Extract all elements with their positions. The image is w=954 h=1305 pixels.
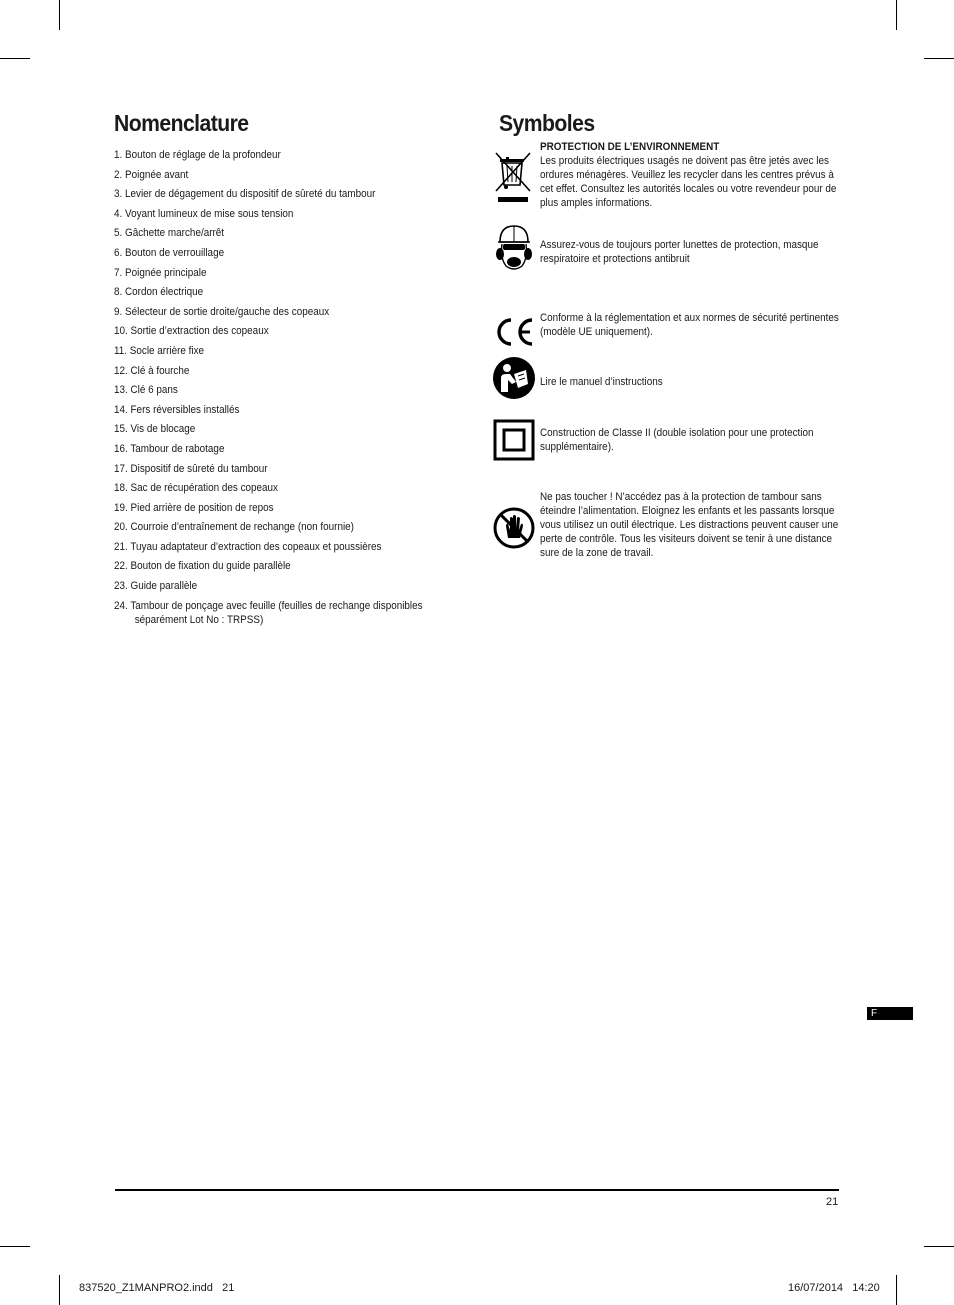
- slug-date: 16/07/2014 14:20: [788, 1282, 880, 1294]
- list-item: 13. Clé 6 pans: [114, 384, 178, 397]
- list-item: 5. Gâchette marche/arrêt: [114, 227, 225, 240]
- list-item: 7. Poignée principale: [114, 266, 207, 279]
- read-manual-icon: [492, 356, 536, 400]
- list-item-text: 24. Tambour de ponçage avec feuille (feuilles de rechange disponibles: [114, 599, 423, 612]
- crop-mark: [59, 0, 60, 30]
- no-touch-text: Ne pas toucher ! N’accédez pas à la protection de tambour sans éteindre l’alimentation. Eloignez les enfants et les passants lorsque vous utilisez un outil électrique. Les distractions peuvent causer une perte de contrôle. Tous les visiteurs doivent se tenir à une distance sure de la zone de travail.: [540, 491, 839, 559]
- slug-file-name: 837520_Z1MANPRO2.indd 21: [79, 1282, 235, 1294]
- class2-text: Construction de Classe II (double isolation pour une protection supplémentaire).: [540, 427, 814, 453]
- list-item: 2. Poignée avant: [114, 168, 189, 181]
- crop-mark: [896, 0, 897, 30]
- class-ii-double-insulation-icon: [492, 418, 536, 462]
- list-item: 8. Cordon électrique: [114, 286, 204, 299]
- crop-mark: [0, 1246, 30, 1247]
- nomenclature-title: Nomenclature: [114, 110, 249, 136]
- crop-mark: [924, 1246, 954, 1247]
- list-item: 19. Pied arrière de position de repos: [114, 501, 274, 514]
- symbols-title: Symboles: [499, 110, 595, 136]
- list-item-continuation: séparément Lot No : TRPSS): [134, 613, 264, 626]
- ce-mark-icon: [492, 310, 536, 354]
- list-item: 3. Levier de dégagement du dispositif de sûreté du tambour: [114, 188, 376, 201]
- list-item: 15. Vis de blocage: [114, 423, 196, 436]
- protective-equipment-head-icon: [492, 222, 536, 266]
- list-item: 11. Socle arrière fixe: [114, 344, 205, 357]
- list-item: 14. Fers réversibles installés: [114, 403, 240, 416]
- list-item: 1. Bouton de réglage de la profondeur: [114, 149, 281, 161]
- environment-text: Les produits électriques usagés ne doivent pas être jetés avec les ordures ménagères. Veuillez les recycler dans les centres prévus à cet effet. Consultez les autorités locales ou votre revendeur pour de plus amples informations.: [540, 155, 837, 209]
- list-item: 10. Sortie d’extraction des copeaux: [114, 325, 269, 338]
- list-item: 18. Sac de récupération des copeaux: [114, 482, 279, 495]
- list-item: 16. Tambour de rabotage: [114, 442, 225, 455]
- list-item: 9. Sélecteur de sortie droite/gauche des copeaux: [114, 305, 330, 318]
- manual-text: Lire le manuel d’instructions: [540, 376, 663, 388]
- list-item: 12. Clé à fourche: [114, 364, 190, 377]
- environment-heading: PROTECTION DE L’ENVIRONNEMENT: [540, 141, 720, 153]
- do-not-touch-hand-icon: [492, 506, 536, 550]
- crop-mark: [924, 58, 954, 59]
- list-item: 22. Bouton de fixation du guide parallèle: [114, 560, 291, 573]
- crop-mark: [0, 58, 30, 59]
- list-item: 20. Courroie d’entraînement de rechange (non fournie): [114, 521, 354, 534]
- nomenclature-list: [114, 148, 454, 627]
- list-item: 23. Guide parallèle: [114, 580, 198, 593]
- language-tab: F: [867, 1007, 913, 1020]
- footer-rule: [115, 1189, 839, 1191]
- list-item: [114, 599, 456, 627]
- list-item: 4. Voyant lumineux de mise sous tension: [114, 207, 294, 220]
- list-item: 6. Bouton de verrouillage: [114, 246, 225, 259]
- ppe-text: Assurez-vous de toujours porter lunettes de protection, masque respiratoire et protections antibruit: [540, 239, 819, 265]
- crop-mark: [896, 1275, 897, 1305]
- crossed-out-wheelie-bin-icon: [492, 148, 536, 192]
- page-number: 21: [826, 1196, 839, 1208]
- crop-mark: [59, 1275, 60, 1305]
- list-item: 17. Dispositif de sûreté du tambour: [114, 462, 268, 475]
- list-item: 21. Tuyau adaptateur d’extraction des copeaux et poussières: [114, 540, 382, 553]
- ce-text: Conforme à la réglementation et aux normes de sécurité pertinentes (modèle UE uniquement).: [540, 312, 839, 338]
